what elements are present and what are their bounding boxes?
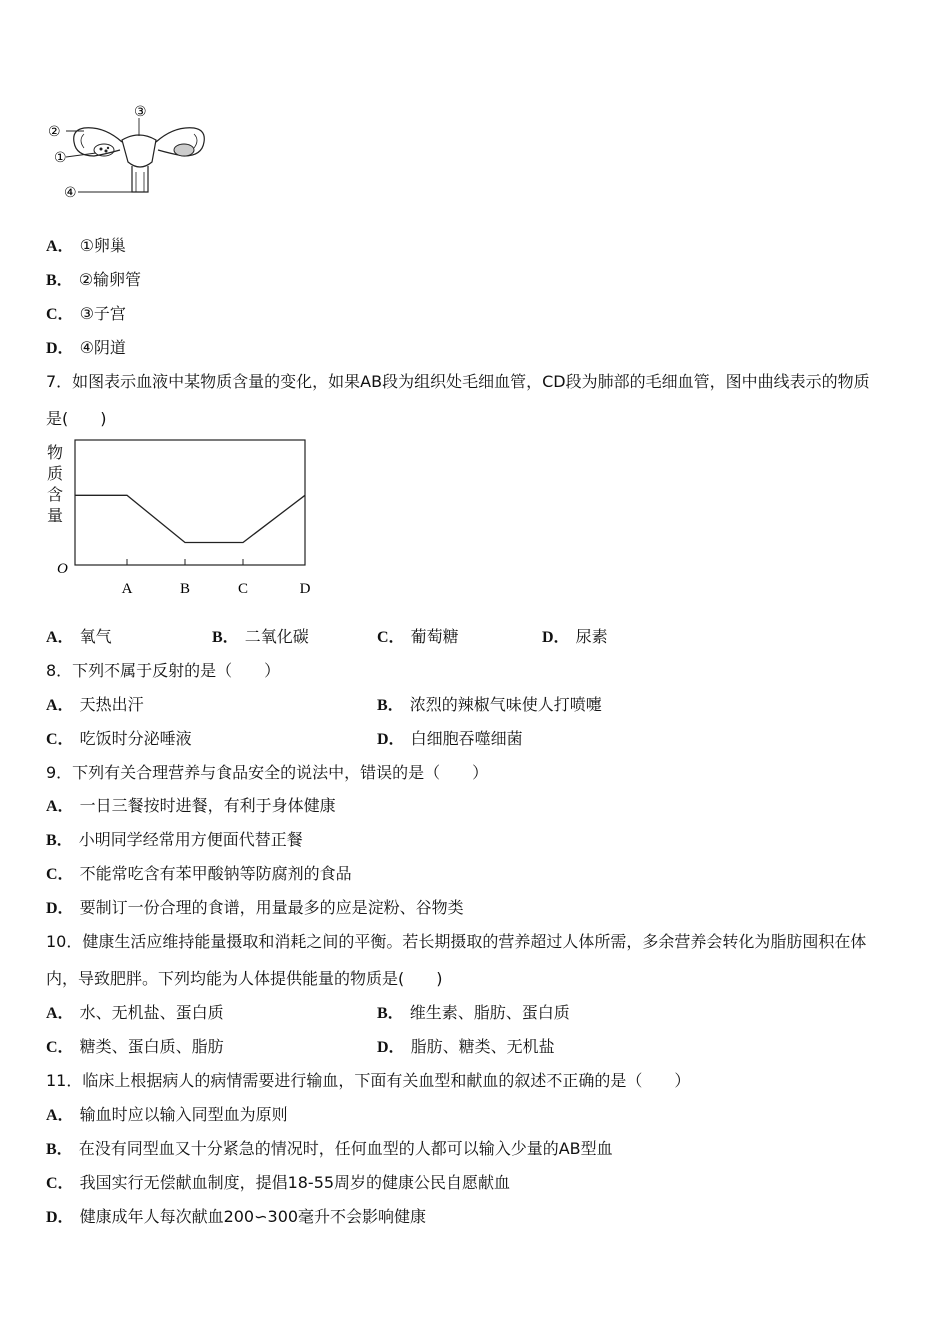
- q6-option-b: [46, 270, 141, 291]
- option-letter: B．: [46, 1141, 73, 1158]
- option-text: 脂肪、糖类、无机盐: [410, 1037, 555, 1056]
- q11-option-a: [46, 1105, 288, 1126]
- x-tick-label-B: B: [179, 581, 191, 597]
- option-letter: B．: [46, 272, 73, 289]
- option-letter: D．: [46, 1209, 74, 1226]
- option-letter: A．: [46, 629, 74, 646]
- option-letter: A．: [46, 238, 74, 255]
- option-letter: A．: [46, 697, 74, 714]
- callout-3: ③: [134, 104, 147, 120]
- option-letter: C．: [46, 306, 74, 323]
- option-letter: C．: [377, 629, 405, 646]
- callout-4: ④: [64, 185, 77, 201]
- chart-ylabel-3: 含: [46, 485, 63, 504]
- option-text: 二氧化碳: [244, 627, 309, 646]
- option-letter: A．: [46, 1107, 74, 1124]
- option-text: 葡萄糖: [410, 627, 459, 646]
- data-line: [75, 495, 305, 542]
- option-text: 水、无机盐、蛋白质: [79, 1003, 224, 1022]
- q11-option-c: [46, 1173, 510, 1194]
- q8-stem: 8．下列不属于反射的是（ ）: [46, 661, 281, 680]
- x-tick-label-D: D: [299, 581, 311, 597]
- q8-option-c: [46, 729, 192, 750]
- option-text: 白细胞吞噬细菌: [410, 729, 523, 748]
- q6-option-d: [46, 338, 126, 359]
- origin-label: O: [57, 561, 68, 577]
- option-letter: C．: [46, 1175, 74, 1192]
- option-letter: C．: [46, 731, 74, 748]
- q7-option-d: [542, 627, 608, 648]
- q7-stem-line2: 是( ): [46, 409, 107, 428]
- option-letter: D．: [46, 340, 74, 357]
- q6-option-c: [46, 304, 126, 325]
- x-tick-label-A: A: [121, 581, 133, 597]
- option-text: 在没有同型血又十分紧急的情况时，任何血型的人都可以输入少量的AB型血: [78, 1139, 613, 1158]
- chart-ylabel-1: 物: [46, 443, 63, 462]
- q8-option-a: [46, 695, 144, 716]
- option-letter: B．: [377, 1005, 404, 1022]
- q7-stem-line1: 7．如图表示血液中某物质含量的变化，如果AB段为组织处毛细血管，CD段为肺部的毛细血管，图中曲线表示的物质: [46, 372, 870, 391]
- option-letter: A．: [46, 798, 74, 815]
- q10-stem-line2: 内，导致肥胖。下列均能为人体提供能量的物质是( ): [46, 969, 443, 988]
- q9-option-d: [46, 898, 464, 919]
- substance-content-chart: [50, 435, 320, 605]
- option-letter: C．: [46, 866, 74, 883]
- option-text: 不能常吃含有苯甲酸钠等防腐剂的食品: [79, 864, 352, 883]
- q11-option-d: [46, 1207, 426, 1228]
- q9-stem: 9．下列有关合理营养与食品安全的说法中，错误的是（ ）: [46, 763, 489, 782]
- x-tick-label-C: C: [237, 581, 249, 597]
- option-letter: C．: [46, 1039, 74, 1056]
- q8-option-b: [377, 695, 602, 716]
- q10-option-a: [46, 1003, 224, 1024]
- q11-option-b: [46, 1139, 613, 1160]
- q10-option-d: [377, 1037, 555, 1058]
- option-text: 吃饭时分泌唾液: [79, 729, 192, 748]
- option-text: 维生素、脂肪、蛋白质: [409, 1003, 570, 1022]
- q9-option-b: [46, 830, 303, 851]
- q9-option-a: [46, 796, 336, 817]
- q10-option-b: [377, 1003, 570, 1024]
- q7-option-c: [377, 627, 459, 648]
- option-letter: B．: [377, 697, 404, 714]
- q9-option-c: [46, 864, 352, 885]
- q11-stem: 11．临床上根据病人的病情需要进行输血，下面有关血型和献血的叙述不正确的是（ ）: [46, 1071, 691, 1090]
- callout-1: ①: [54, 150, 67, 166]
- option-text: 我国实行无偿献血制度，提倡18-55周岁的健康公民自愿献血: [79, 1173, 511, 1192]
- option-letter: B．: [212, 629, 239, 646]
- option-text: ②输卵管: [78, 270, 142, 289]
- chart-ylabel-2: 质: [46, 464, 63, 483]
- option-letter: D．: [542, 629, 570, 646]
- q8-option-d: [377, 729, 523, 750]
- reproductive-system-diagram: [44, 100, 224, 205]
- option-text: 要制订一份合理的食谱，用量最多的应是淀粉、谷物类: [79, 898, 464, 917]
- q6-option-a: [46, 236, 126, 257]
- option-text: ①卵巢: [79, 236, 126, 255]
- option-text: 浓烈的辣椒气味使人打喷嚏: [409, 695, 602, 714]
- chart-ylabel-4: 量: [46, 506, 63, 525]
- q10-stem-line1: 10．健康生活应维持能量摄取和消耗之间的平衡。若长期摄取的营养超过人体所需，多余营养会转化为脂肪囤积在体: [46, 932, 867, 951]
- option-letter: A．: [46, 1005, 74, 1022]
- option-letter: D．: [377, 731, 405, 748]
- option-text: 一日三餐按时进餐，有利于身体健康: [79, 796, 336, 815]
- q7-option-a: [46, 627, 112, 648]
- option-text: ④阴道: [79, 338, 126, 357]
- option-text: 糖类、蛋白质、脂肪: [79, 1037, 224, 1056]
- option-letter: D．: [46, 900, 74, 917]
- chart-frame: [75, 440, 305, 565]
- callout-2: ②: [48, 124, 61, 140]
- option-text: 天热出汗: [79, 695, 144, 714]
- option-text: 健康成年人每次献血200∽300毫升不会影响健康: [79, 1207, 427, 1226]
- option-text: ③子宫: [79, 304, 126, 323]
- option-text: 小明同学经常用方便面代替正餐: [78, 830, 303, 849]
- q10-option-c: [46, 1037, 224, 1058]
- q7-option-b: [212, 627, 309, 648]
- option-letter: B．: [46, 832, 73, 849]
- option-text: 尿素: [575, 627, 608, 646]
- option-text: 氧气: [79, 627, 112, 646]
- option-text: 输血时应以输入同型血为原则: [79, 1105, 288, 1124]
- option-letter: D．: [377, 1039, 405, 1056]
